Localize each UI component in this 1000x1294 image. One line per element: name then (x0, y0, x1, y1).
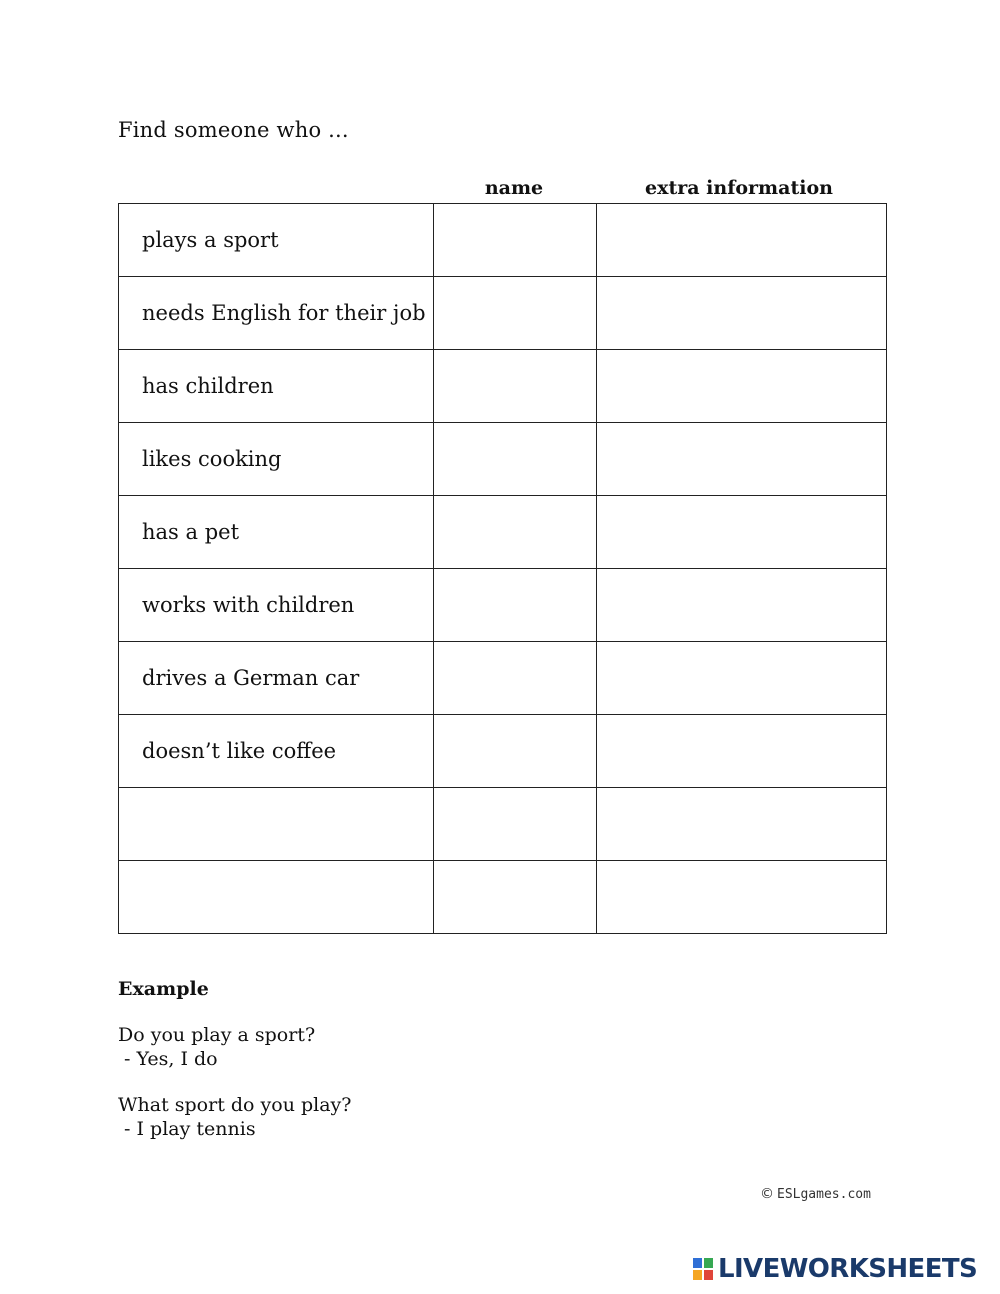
row-prompt: likes cooking (119, 423, 434, 496)
logo-square-green (703, 1257, 714, 1269)
example-question-2: What sport do you play? (118, 1094, 352, 1116)
name-answer-cell[interactable] (434, 423, 597, 496)
extra-information-answer-cell[interactable] (597, 277, 887, 350)
logo-square-blue (692, 1257, 703, 1269)
name-answer-cell[interactable] (434, 569, 597, 642)
extra-information-answer-cell[interactable] (597, 788, 887, 861)
table-row (119, 861, 887, 934)
row-prompt (119, 788, 434, 861)
extra-information-answer-cell[interactable] (597, 204, 887, 277)
extra-information-answer-cell[interactable] (597, 715, 887, 788)
find-someone-table (118, 203, 887, 934)
example-heading: Example (118, 978, 209, 1000)
copyright-icon: © (760, 1186, 774, 1202)
row-prompt: needs English for their job (119, 277, 434, 350)
logo-square-orange (692, 1269, 703, 1281)
example-answer-2: - I play tennis (118, 1118, 256, 1140)
row-prompt (119, 861, 434, 934)
extra-information-answer-cell[interactable] (597, 350, 887, 423)
copyright-text: ESLgames.com (777, 1187, 871, 1202)
name-answer-cell[interactable] (434, 642, 597, 715)
extra-information-answer-cell[interactable] (597, 569, 887, 642)
name-answer-cell[interactable] (434, 788, 597, 861)
extra-information-answer-cell[interactable] (597, 642, 887, 715)
row-prompt: has children (119, 350, 434, 423)
name-answer-cell[interactable] (434, 204, 597, 277)
copyright-notice (760, 1186, 871, 1202)
name-answer-cell[interactable] (434, 496, 597, 569)
table-row (119, 642, 887, 715)
table-row (119, 423, 887, 496)
row-prompt: works with children (119, 569, 434, 642)
extra-information-answer-cell[interactable] (597, 423, 887, 496)
table-row (119, 569, 887, 642)
row-prompt: doesn’t like coffee (119, 715, 434, 788)
table-row (119, 277, 887, 350)
row-prompt: drives a German car (119, 642, 434, 715)
name-answer-cell[interactable] (434, 350, 597, 423)
liveworksheets-logo-icon (692, 1257, 714, 1281)
table-row (119, 350, 887, 423)
column-header-name: name (484, 177, 544, 199)
liveworksheets-brand (692, 1254, 977, 1284)
extra-information-answer-cell[interactable] (597, 496, 887, 569)
table-row (119, 788, 887, 861)
table-row (119, 715, 887, 788)
example-question-1: Do you play a sport? (118, 1024, 316, 1046)
row-prompt: has a pet (119, 496, 434, 569)
column-header-extra-information: extra information (645, 177, 833, 199)
table-row (119, 496, 887, 569)
name-answer-cell[interactable] (434, 715, 597, 788)
table-row (119, 204, 887, 277)
row-prompt: plays a sport (119, 204, 434, 277)
liveworksheets-wordmark: LIVEWORKSHEETS (718, 1254, 978, 1284)
name-answer-cell[interactable] (434, 861, 597, 934)
name-answer-cell[interactable] (434, 277, 597, 350)
logo-square-red (703, 1269, 714, 1281)
page-title: Find someone who ... (118, 118, 349, 142)
example-answer-1: - Yes, I do (118, 1048, 218, 1070)
extra-information-answer-cell[interactable] (597, 861, 887, 934)
